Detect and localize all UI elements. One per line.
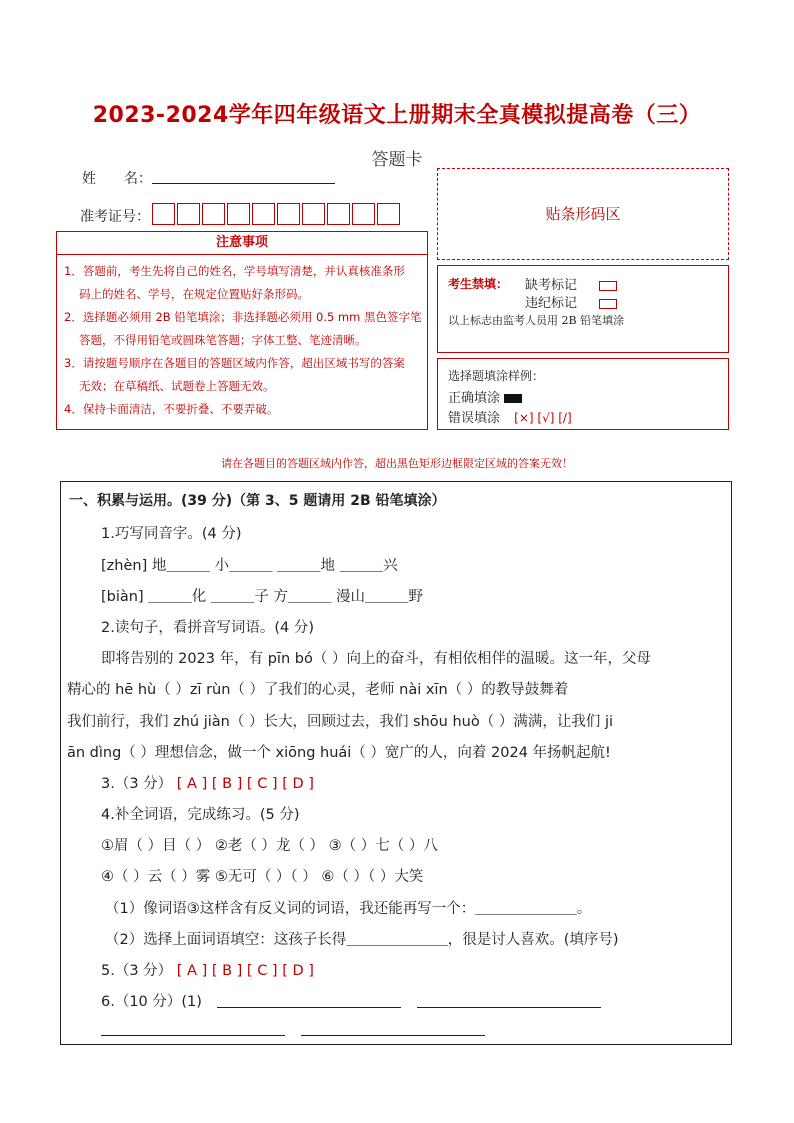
violation-mark-row bbox=[525, 292, 617, 311]
q2-line[interactable]: 我们前行，我们 zhú jiàn（ ）长大，回顾过去，我们 shōu huò（ ）满满，让我们 ji bbox=[67, 714, 613, 730]
q3-label: 3.（3 分） bbox=[101, 776, 173, 792]
q4-line[interactable]: ④（ ）云（ ）雾 ⑤无可（ ）（ ） ⑥（ ）（ ）大笑 bbox=[101, 869, 424, 885]
exam-id-boxes[interactable] bbox=[152, 203, 402, 225]
q4-title: 4.补全词语，完成练习。(5 分) bbox=[101, 807, 300, 823]
id-digit-box[interactable] bbox=[377, 203, 400, 225]
id-digit-box[interactable] bbox=[227, 203, 250, 225]
q6-answer-line[interactable] bbox=[301, 1035, 485, 1036]
answer-card-title: 答题卡 bbox=[371, 150, 423, 170]
id-digit-box[interactable] bbox=[302, 203, 325, 225]
id-digit-box[interactable] bbox=[352, 203, 375, 225]
q2-line[interactable]: ān dìng（ ）理想信念，做一个 xiōng huái（ ）宽广的人，向着 2024 年扬帆起航! bbox=[67, 745, 611, 761]
q5-row bbox=[101, 959, 314, 980]
id-digit-box[interactable] bbox=[327, 203, 350, 225]
q6-answer-line[interactable] bbox=[417, 1007, 601, 1008]
q4-sub[interactable]: （1）像词语③这样含有反义词的词语，我还能再写一个：＿＿＿＿＿＿＿。 bbox=[105, 901, 592, 917]
absent-mark-box[interactable] bbox=[599, 281, 617, 291]
notice-heading: 注意事项 bbox=[56, 231, 428, 255]
violation-mark-box[interactable] bbox=[599, 299, 617, 309]
section-title: 一、积累与运用。(39 分)（第 3、5 题请用 2B 铅笔填涂） bbox=[69, 493, 446, 509]
notice-box bbox=[56, 254, 428, 430]
q2-line[interactable]: 即将告别的 2023 年，有 pīn bó（ ）向上的奋斗，有相依相伴的温暖。这一年，父母 bbox=[101, 651, 651, 667]
notice-line: 无效；在草稿纸、试题卷上答题无效。 bbox=[79, 379, 275, 393]
notice-line: 答题，不得用铅笔或圆珠笔答题；字体工整、笔迹清晰。 bbox=[79, 333, 367, 347]
fill-sample-box bbox=[437, 358, 729, 430]
q4-line[interactable]: ①眉（ ）目（ ） ②老（ ）龙（ ） ③（ ）七（ ）八 bbox=[101, 838, 438, 854]
page-title: 2023-2024学年四年级语文上册期末全真模拟提高卷（三） bbox=[92, 103, 702, 128]
exam-id-label: 准考证号： bbox=[80, 209, 150, 225]
q1-title: 1.巧写同音字。(4 分) bbox=[101, 526, 242, 542]
answer-region bbox=[60, 481, 732, 1045]
q3-options[interactable]: [ A ] [ B ] [ C ] [ D ] bbox=[176, 776, 314, 792]
q3-row bbox=[101, 772, 314, 793]
wrong-fill-row bbox=[448, 407, 572, 426]
forbidden-box bbox=[437, 265, 729, 353]
q6-answer-line[interactable] bbox=[217, 1007, 401, 1008]
q1-line[interactable]: [biàn] ＿＿＿化 ＿＿＿子 方＿＿＿ 漫山＿＿＿野 bbox=[101, 589, 424, 605]
correct-fill-swatch bbox=[504, 394, 522, 403]
notice-line: 3．请按题号顺序在各题目的答题区域内作答，超出区域书写的答案 bbox=[64, 356, 405, 370]
q5-label: 5.（3 分） bbox=[101, 963, 173, 979]
id-digit-box[interactable] bbox=[277, 203, 300, 225]
absent-mark-row bbox=[525, 274, 617, 293]
id-digit-box[interactable] bbox=[177, 203, 200, 225]
correct-fill-label: 正确填涂 bbox=[448, 391, 501, 406]
barcode-area bbox=[437, 168, 729, 260]
barcode-label: 贴条形码区 bbox=[545, 205, 621, 223]
q6-answer-line[interactable] bbox=[101, 1035, 285, 1036]
absent-mark-label: 缺考标记 bbox=[525, 278, 578, 293]
answer-region-warning: 请在各题目的答题区域内作答，超出黑色矩形边框限定区域的答案无效！ bbox=[221, 457, 573, 470]
fill-sample-title: 选择题填涂样例： bbox=[448, 369, 545, 383]
name-input-line[interactable] bbox=[152, 183, 335, 184]
id-digit-box[interactable] bbox=[202, 203, 225, 225]
notice-line: 码上的姓名、学号，在规定位置贴好条形码。 bbox=[79, 287, 309, 301]
forbidden-note: 以上标志由监考人员用 2B 铅笔填涂 bbox=[448, 314, 625, 327]
id-digit-box[interactable] bbox=[152, 203, 175, 225]
name-label: 姓 名： bbox=[82, 171, 152, 187]
q2-title: 2.读句子，看拼音写词语。(4 分) bbox=[101, 620, 314, 636]
correct-fill-row bbox=[448, 387, 522, 406]
q4-sub[interactable]: （2）选择上面词语填空：这孩子长得＿＿＿＿＿＿＿，很是讨人喜欢。(填序号) bbox=[105, 932, 619, 948]
q5-options[interactable]: [ A ] [ B ] [ C ] [ D ] bbox=[176, 963, 314, 979]
notice-line: 2．选择题必须用 2B 铅笔填涂；非选择题必须用 0.5 mm 黑色签字笔 bbox=[64, 310, 422, 324]
q2-line[interactable]: 精心的 hē hù（ ）zī rùn（ ）了我们的心灵，老师 nài xīn（ ）的教导鼓舞着 bbox=[67, 682, 569, 698]
forbidden-label: 考生禁填： bbox=[448, 277, 509, 291]
wrong-fill-label: 错误填涂 bbox=[448, 411, 501, 426]
id-digit-box[interactable] bbox=[252, 203, 275, 225]
q6-label: 6.（10 分）(1) bbox=[101, 994, 202, 1010]
wrong-fill-marks: [×] [√] [/] bbox=[514, 411, 572, 425]
notice-line: 4．保持卡面清洁，不要折叠、不要弄破。 bbox=[64, 402, 279, 416]
notice-line: 1．答题前，考生先将自己的姓名，学号填写清楚，并认真核准条形 bbox=[64, 264, 405, 278]
violation-mark-label: 违纪标记 bbox=[525, 296, 578, 311]
q1-line[interactable]: [zhèn] 地＿＿＿ 小＿＿＿ ＿＿＿地 ＿＿＿兴 bbox=[101, 558, 398, 574]
